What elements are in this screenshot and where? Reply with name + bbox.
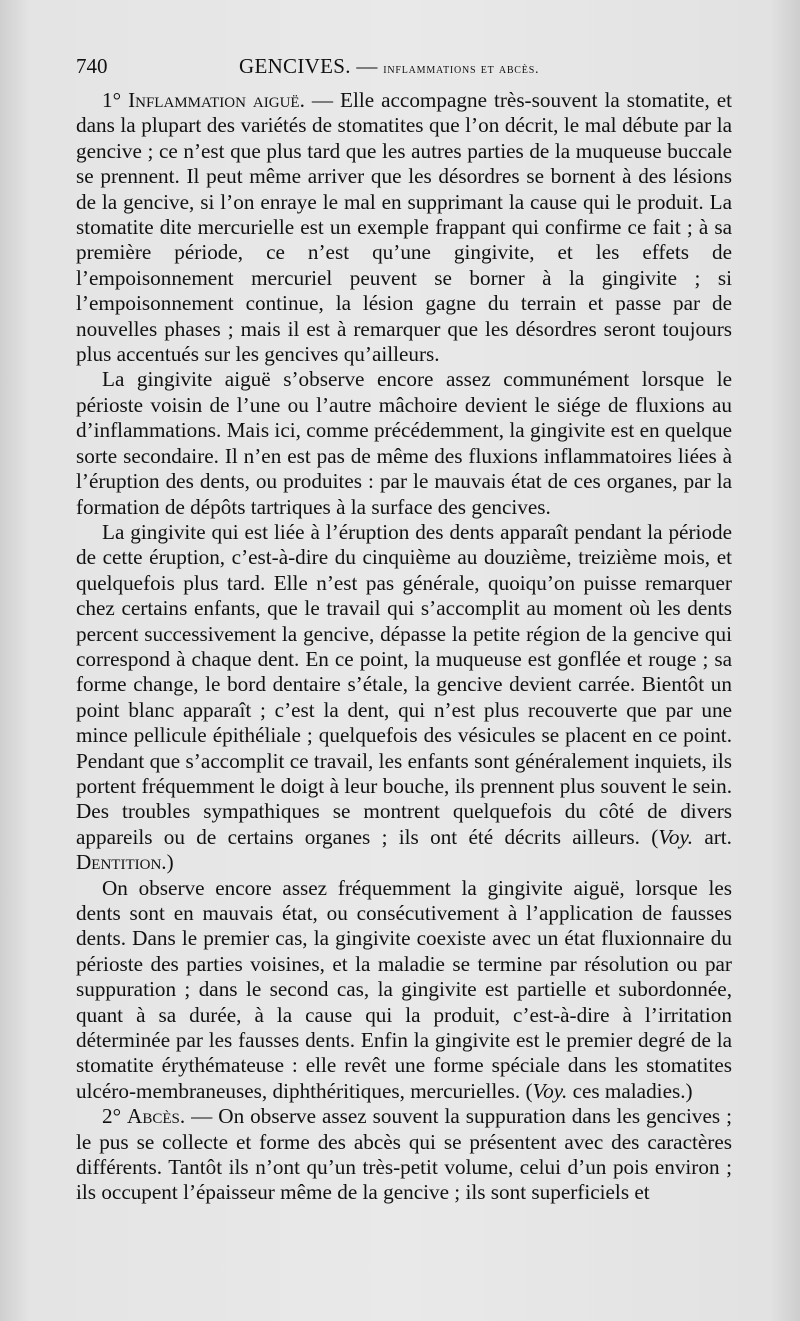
paragraph-text: ) xyxy=(166,850,174,875)
cross-reference-voy: Voy. xyxy=(658,824,694,849)
paragraph-text: art. xyxy=(693,824,732,849)
paragraph-text: — On observe assez souvent la suppuration dans les gencives ; le pus se collecte et forme des abcès qui se présentent avec des caractères différents. Tantôt ils n’ont qu’un très-petit volume, celui d’un pois environ ; ils occupent l’épaisseur même de la gencive ; ils sont superficiels et xyxy=(76,1104,733,1205)
section-heading-abces: Abcès. xyxy=(127,1104,186,1129)
section-heading-inflammation: Inflammation aiguë. xyxy=(128,88,305,112)
paragraph-abces xyxy=(76,1104,732,1206)
cross-reference-dentition: Dentition. xyxy=(76,850,167,875)
section-number: 2° xyxy=(102,1104,122,1129)
cross-reference-voy: Voy. xyxy=(532,1078,568,1103)
running-head xyxy=(239,54,539,79)
body-text xyxy=(76,88,732,1206)
section-number: 1° xyxy=(102,88,122,112)
running-head-title: GENCIVES. xyxy=(239,54,351,78)
page-header xyxy=(76,54,736,84)
running-head-dash: — xyxy=(356,54,378,78)
page-number: 740 xyxy=(76,54,108,78)
paragraph-text: La gingivite qui est liée à l’éruption des dents apparaît pendant la période de cette éruption, c’est-à-dire du cinquième au douzième, treizième mois, et quelquefois plus tard. Elle n’est pas générale, quoiqu’on puisse remarquer chez certains enfants, que le travail qui s’accomplit au moment où les dents percent successivement la gencive, dépasse la petite région de la gencive qui correspond à chaque dent. En ce point, la muqueuse est gonflée et rouge ; sa forme change, le bord dentaire s’étale, la gencive devient carrée. Bientôt un point blanc apparaît ; c’est la dent, qui n’est plus recouverte que par une mince pellicule épithéliale ; quelquefois des vésicules se placent en ce point. Pendant que s’accomplit ce travail, les enfants sont généralement inquiets, ils portent fréquemment le doigt à leur bouche, ils prennent plus souvent le sein. Des troubles sympathiques se montrent quelquefois du côté de divers appareils ou de certains organes ; ils ont été décrits ailleurs. ( xyxy=(76,519,732,849)
paragraph-text: La gingivite aiguë s’observe encore assez communément lorsque le périoste voisin de l’une ou l’autre mâchoire devient le siége de fluxions au d’inflammations. Mais ici, comme précédemment, la gingivite est en quelque sorte secondaire. Il n’en est pas de même des fluxions inflammatoires liées à l’éruption des dents, ou produites : par le mauvais état de ces organes, par la formation de dépôts tartriques à la surface des gencives. xyxy=(76,367,732,519)
paragraph-text: — Elle accompagne très-souvent la stomatite, et dans la plupart des variétés de stomatites que l’on décrit, le mal débute par la gencive ; ce n’est que plus tard que les autres parties de la muqueuse buccale se prennent. Il peut même arriver que les désordres se bornent à des lésions de la gencive, si l’on enraye le mal en supprimant la cause qui le produit. La stomatite dite mercurielle est un exemple frappant qui confirme ce fait ; à sa première période, ce n’est qu’une gingivite, et les effets de l’empoisonnement mercuriel peuvent se borner à la gingivite ; si l’empoisonnement continue, la lésion gagne du terrain et passe par de nouvelles phases ; mais il est à remarquer que les désordres seront toujours plus accentués sur les gencives qu’ailleurs. xyxy=(76,88,733,367)
paragraph-inflammation-aigue xyxy=(76,88,732,367)
paragraph-text: On observe encore assez fréquemment la gingivite aiguë, lorsque les dents sont en mauvais état, ou consécutivement à l’application de fausses dents. Dans le premier cas, la gingivite coexiste avec un état fluxionnaire du périoste des parties voisines, et la maladie se termine par résolution ou par suppuration ; dans le second cas, la gingivite est partielle et subordonnée, quant à sa durée, à la cause qui la produit, c’est-à-dire à l’irritation déterminée par les fausses dents. Enfin la gingivite est le premier degré de la stomatite érythémateuse : elle revêt une forme spéciale dans les stomatites ulcéro-membraneuses, diphthéritiques, mercurielles. ( xyxy=(76,875,732,1103)
paragraph-gingivite-eruption xyxy=(76,520,732,876)
paragraph-text: ces maladies.) xyxy=(567,1078,693,1103)
paragraph-mauvais-etat-dents xyxy=(76,876,732,1105)
running-head-subtitle: inflammations et abcès. xyxy=(383,62,540,77)
paragraph-gingivite-periostite xyxy=(76,367,732,519)
